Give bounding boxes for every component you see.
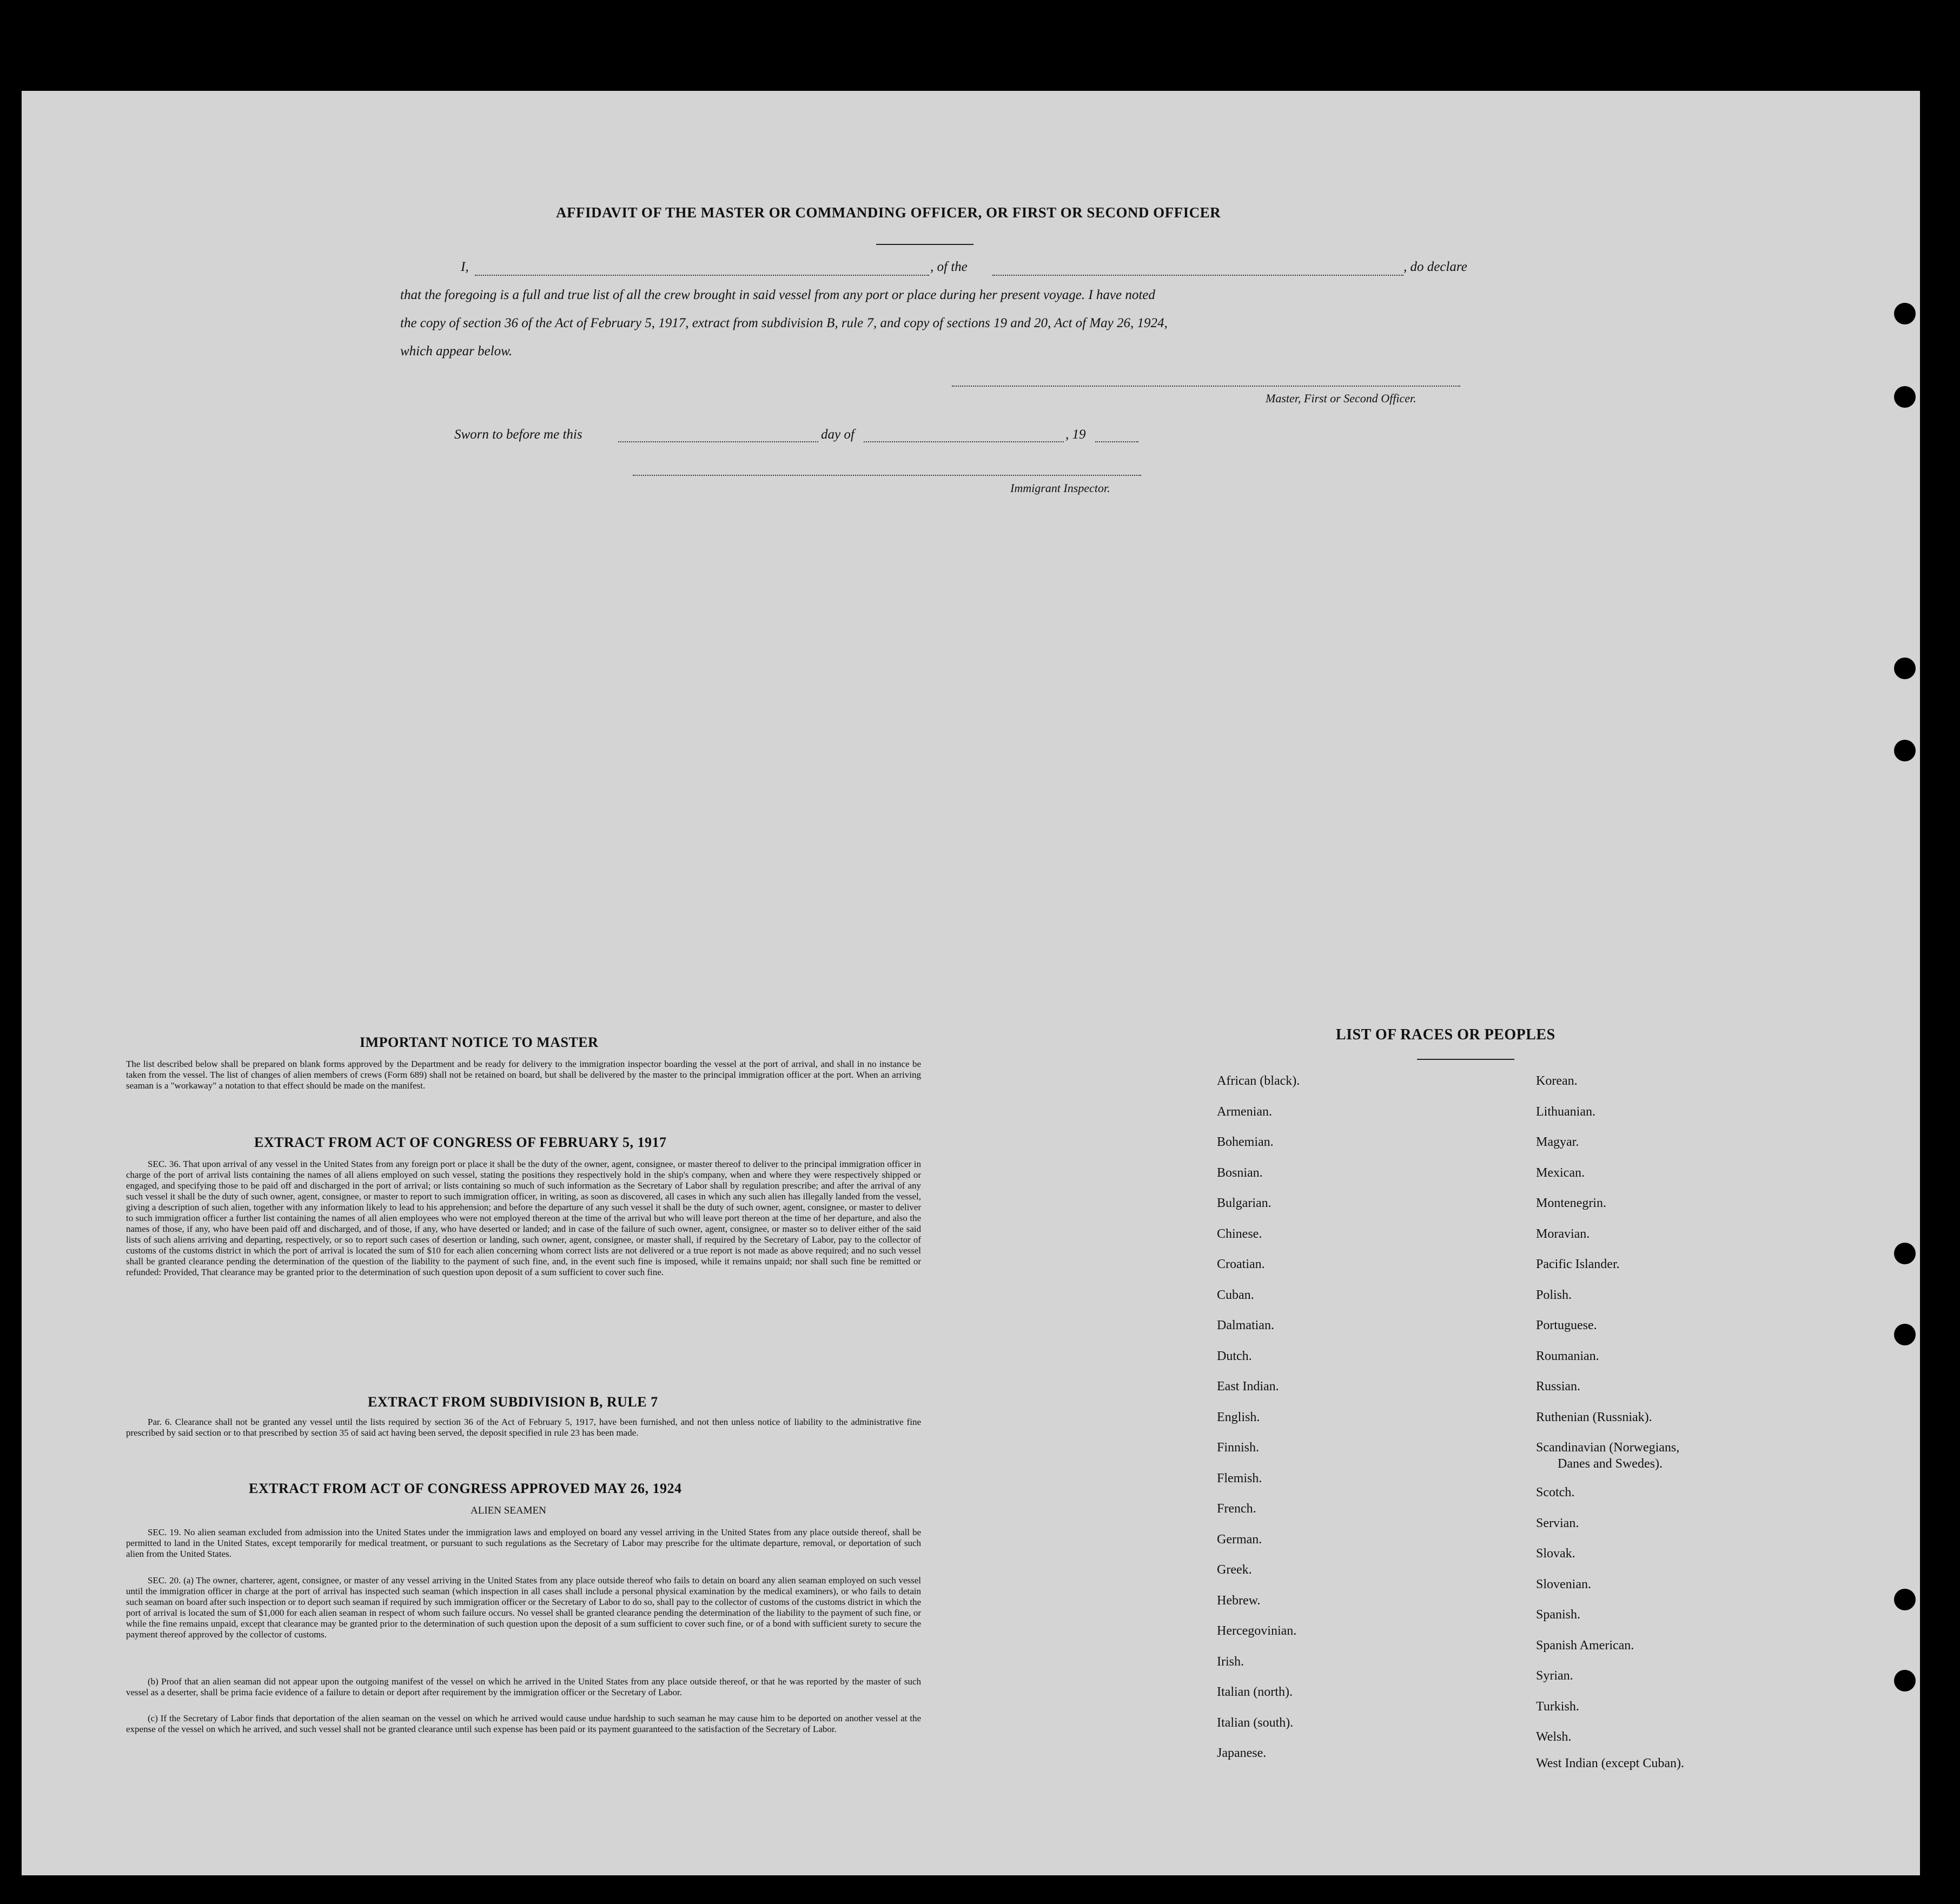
rule7-text: Par. 6. Clearance shall not be granted any vessel until the lists required by section 36 of the Act of February 5, 1917, have been furnished, and not then unless notice of liability to the administrative fine prescribed by said section or to that prescribed by section 35 of said act having been served, the deposit specified in rule 23 has been made. [126,1417,921,1438]
sworn-text: Sworn to before me this [454,427,582,442]
name-blank [475,275,929,276]
punch-hole [1894,386,1916,408]
race-item: Spanish. [1536,1608,1581,1622]
race-item: Croatian. [1217,1257,1265,1271]
race-item: Danes and Swedes). [1558,1457,1663,1471]
title-underline [876,244,974,245]
race-item: Syrian. [1536,1669,1573,1683]
notice-text: The list described below shall be prepared on blank forms approved by the Department and be ready for delivery to the immigration inspector boarding the vessel at the port of arrival, and shall in no instance be taken from the vessel. The list of changes of alien members of crews (Form 689) shall not be retained on board, but shall be delivered by the master to the principal immigration officer at the port. When an arriving seaman is a "workaway" a notation to that effect should be made on the manifest. [126,1059,921,1091]
race-item: African (black). [1217,1074,1300,1088]
sworn-month-blank [864,441,1064,442]
sec20a-text: SEC. 20. (a) The owner, charterer, agent, consignee, or master of any vessel arriving in the United States from any place outside thereof who fails to detain on board any alien seaman employed on such vessel until the immigration officer in charge at the port of arrival has inspected such seaman (which inspection in all cases shall include a personal physical examination by the medical examiners), or who fails to detain such seaman on board after such inspection or to deport such seaman if required by such immigration officer or the Secretary of Labor to do so, shall pay to the collector of customs of the customs district in which the port of arrival is located the sum of $1,000 for each alien seaman in respect of whom such failure occurs. No vessel shall be granted clearance pending the determination of the liability to the payment of such fine, or while the fine remains unpaid, except that clearance may be granted prior to the determination of such question upon the deposit of a sum sufficient to cover such fine, or of a bond with sufficient surety to secure the payment thereof approved by the collector of customs. [126,1575,921,1640]
race-item: Hebrew. [1217,1594,1261,1608]
race-item: Italian (north). [1217,1685,1293,1699]
race-item: Bulgarian. [1217,1196,1272,1210]
race-item: English. [1217,1410,1260,1424]
race-item: Hercegovinian. [1217,1624,1297,1638]
race-item: Cuban. [1217,1288,1254,1302]
year-blank [1095,441,1138,442]
punch-hole [1894,1589,1916,1610]
race-item: Armenian. [1217,1105,1272,1119]
race-item: Montenegrin. [1536,1196,1606,1210]
affidavit-title: AFFIDAVIT OF THE MASTER OR COMMANDING OFFICER, OR FIRST OR SECOND OFFICER [556,204,1221,221]
race-item: French. [1217,1502,1256,1516]
punch-hole [1894,1324,1916,1345]
line1-of: , of the [930,260,968,274]
vessel-blank [992,275,1403,276]
race-item: Slovak. [1536,1547,1575,1561]
race-item: Slovenian. [1536,1577,1591,1591]
race-item: East Indian. [1217,1379,1279,1394]
race-item: Mexican. [1536,1166,1585,1180]
race-item: Flemish. [1217,1471,1262,1485]
race-item: West Indian (except Cuban). [1536,1756,1684,1770]
signature-caption: Master, First or Second Officer. [1266,392,1416,405]
signature-line [952,386,1460,387]
race-item: Lithuanian. [1536,1105,1595,1119]
sec20c-text: (c) If the Secretary of Labor finds that deportation of the alien seaman on the vessel on which he arrived would cause undue hardship to such seaman he may cause him to be deported on another vessel at the expense of the vessel on which he arrived, and such vessel shall not be granted clearance until such expense has been paid or its payment guaranteed to the satisfaction of the Secretary of Labor. [126,1713,921,1734]
race-item: Dalmatian. [1217,1318,1274,1332]
punch-hole [1894,303,1916,324]
race-item: Chinese. [1217,1227,1262,1241]
sworn-day-blank [618,441,818,442]
race-item: Finnish. [1217,1441,1260,1455]
sec19-text: SEC. 19. No alien seaman excluded from admission into the United States under the immigration laws and employed on board any vessel arriving in the United States from any place outside thereof, shall be permitted to land in the United States, except temporarily for medical treatment, or pursuant to such regulations as the Secretary of Labor may prescribe for the ultimate departure, removal, or deportation of such alien from the United States. [126,1527,921,1559]
punch-hole [1894,1670,1916,1691]
line1-end: , do declare [1403,260,1467,274]
race-item: Italian (south). [1217,1716,1294,1730]
extract1917-text: SEC. 36. That upon arrival of any vessel in the United States from any foreign port or place it shall be the duty of the owner, agent, consignee, or master thereof to deliver to the principal immigration officer in charge of the port of arrival lists containing the names of all aliens employed on such vessel, stating the positions they respectively hold in the ship's company, when and where they were respectively shipped or engaged, and specifying those to be paid off and discharged in the port of arrival; or lists containing so much of such information as the Secretary of Labor shall by regulation prescribe; and after the arrival of any such vessel it shall be the duty of such owner, agent, consignee, or master to report to such immigration officer, in writing, as soon as discovered, all cases in which any such alien has illegally landed from the vessel, giving a description of such alien, together with any information likely to lead to his apprehension; and before the departure of any such vessel it shall be the duty of such owner, agent, consignee, or master to deliver to such immigration officer a further list containing the names of all alien employees who were not employed thereon at the time of the arrival but who will leave port thereon at the time of her departure, and also the names of those, if any, who have been paid off and discharged, and of those, if any, who have deserted or landed; and in case of the failure of such owner, agent, consignee, or master so to deliver either of the said lists of such aliens arriving and departing, respectively, or so to report such cases of desertion or landing, such owner, agent, consignee, or master shall, if required by the Secretary of Labor, pay to the collector of customs of the customs district in which the port of arrival is located the sum of $10 for each alien concerning whom correct lists are not delivered or a true report is not made as above required; and no such vessel shall be granted clearance pending the determination of the question of the liability to the payment of such fine, and, in the event such fine is imposed, while it remains unpaid; nor shall such fine be remitted or refunded: Provided, That clearance may be granted prior to the determination of such question upon deposit of a sum sufficient to cover such fine. [126,1159,921,1277]
notice-title: IMPORTANT NOTICE TO MASTER [360,1034,599,1050]
race-item: Pacific Islander. [1536,1257,1620,1271]
race-item: Polish. [1536,1288,1572,1302]
race-item: Irish. [1217,1655,1244,1669]
extract1924-title: EXTRACT FROM ACT OF CONGRESS APPROVED MAY 26, 1924 [249,1481,682,1496]
race-item: Scandinavian (Norwegians, [1536,1441,1680,1455]
race-item: Russian. [1536,1379,1581,1394]
race-item: Bosnian. [1217,1166,1263,1180]
race-item: Turkish. [1536,1700,1579,1714]
extract1917-title: EXTRACT FROM ACT OF CONGRESS OF FEBRUARY 5, 1917 [254,1135,667,1150]
races-left-column [1217,1074,1487,1831]
race-item: Magyar. [1536,1135,1579,1149]
race-item: Roumanian. [1536,1349,1599,1363]
races-title: LIST OF RACES OR PEOPLES [1336,1026,1555,1043]
punch-hole [1894,1243,1916,1264]
race-item: Japanese. [1217,1746,1267,1760]
affidavit-line4: which appear below. [400,344,513,359]
line1-i: I, [461,260,469,274]
inspector-line [633,475,1141,476]
race-item: Spanish American. [1536,1638,1634,1653]
race-item: Korean. [1536,1074,1578,1088]
punch-hole [1894,658,1916,679]
race-item: Bohemian. [1217,1135,1274,1149]
punch-hole [1894,740,1916,761]
race-item: Dutch. [1217,1349,1252,1363]
races-right-column [1536,1074,1806,1831]
sec20b-text: (b) Proof that an alien seaman did not appear upon the outgoing manifest of the vessel on which he arrived in the United States from any place outside thereof, or that he was reported by the master of such vessel as a deserter, shall be prima facie evidence of a failure to detain or deport after requirement by the immigration officer or the Secretary of Labor. [126,1676,921,1697]
race-item: Servian. [1536,1516,1579,1530]
year-text: , 19 [1065,427,1086,442]
race-item: German. [1217,1533,1262,1547]
inspector-caption: Immigrant Inspector. [1010,481,1110,495]
document-sheet [22,91,1920,1875]
race-item: Scotch. [1536,1485,1575,1500]
day-of-text: day of [821,427,855,442]
race-item: Ruthenian (Russniak). [1536,1410,1652,1424]
race-item: Welsh. [1536,1730,1572,1744]
race-item: Moravian. [1536,1227,1590,1241]
race-item: Greek. [1217,1563,1252,1577]
races-underline [1417,1059,1514,1060]
affidavit-line3: the copy of section 36 of the Act of February 5, 1917, extract from subdivision B, rule 7, and copy of sections 19 and 20, Act of May 26, 1924, [400,316,1168,330]
affidavit-line1 [461,253,1488,281]
race-item: Portuguese. [1536,1318,1597,1332]
rule7-title: EXTRACT FROM SUBDIVISION B, RULE 7 [368,1394,658,1410]
extract1924-subtitle: ALIEN SEAMEN [471,1505,546,1516]
affidavit-line2: that the foregoing is a full and true list of all the crew brought in said vessel from any port or place during her present voyage. I have noted [400,288,1155,302]
